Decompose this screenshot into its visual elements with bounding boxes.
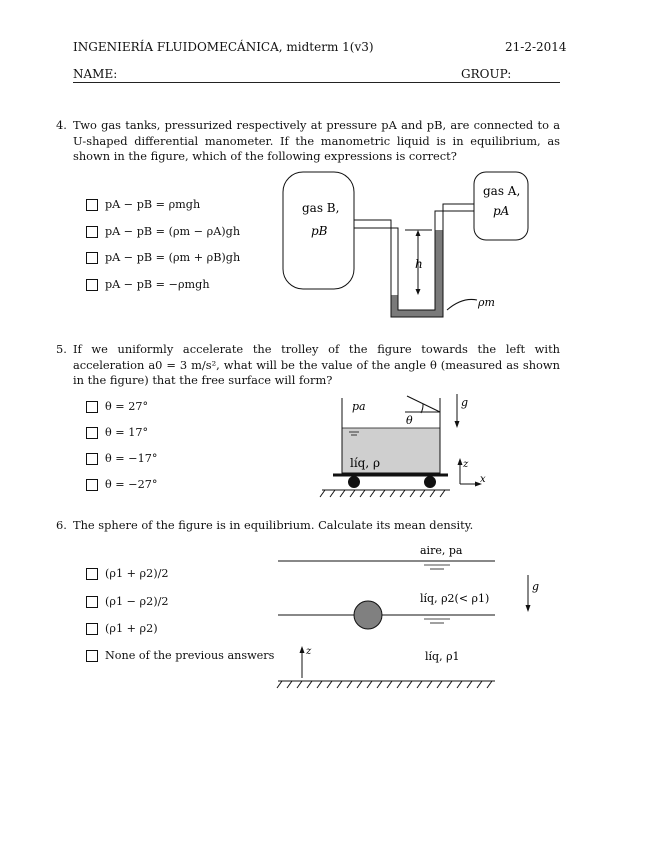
trolley-wheel-right bbox=[424, 476, 436, 488]
air-label: aire, pa bbox=[420, 544, 463, 557]
question-number: 6. bbox=[56, 518, 67, 532]
air-pressure-label: pa bbox=[352, 400, 366, 413]
option-label: (ρ1 − ρ2)/2 bbox=[105, 595, 169, 608]
checkbox[interactable] bbox=[86, 623, 98, 635]
z-label: z bbox=[306, 646, 312, 657]
question-6 bbox=[56, 518, 560, 534]
bottom-hatch bbox=[277, 681, 492, 688]
gravity-arrow-head bbox=[526, 605, 531, 612]
option-label: θ = 17° bbox=[105, 426, 149, 439]
option-label: (ρ1 + ρ2) bbox=[105, 622, 158, 635]
tank-b-label: gas B, bbox=[302, 201, 340, 215]
option-label: None of the previous answers bbox=[105, 649, 275, 662]
arrow-head bbox=[416, 230, 421, 236]
checkbox[interactable] bbox=[86, 650, 98, 662]
checkbox[interactable] bbox=[86, 479, 98, 491]
liquid2-label: líq, ρ2(< ρ1) bbox=[420, 592, 490, 605]
trolley-figure bbox=[320, 394, 482, 497]
z-arrow-head bbox=[458, 458, 463, 465]
option-label: pA − pB = (ρm − ρA)gh bbox=[105, 225, 241, 238]
q5-option-3[interactable] bbox=[86, 452, 157, 465]
q6-option-2[interactable] bbox=[86, 595, 169, 608]
gravity-label: g bbox=[532, 580, 540, 593]
question-text: The sphere of the figure is in equilibrium. Calculate its mean density. bbox=[73, 518, 474, 532]
tube-inner bbox=[398, 295, 435, 310]
h-label: h bbox=[415, 257, 423, 271]
q6-option-3[interactable] bbox=[86, 622, 158, 635]
z-label: z bbox=[463, 459, 469, 470]
rho-m-label: ρm bbox=[478, 296, 495, 309]
manometer-liquid-column bbox=[435, 230, 443, 317]
checkbox[interactable] bbox=[86, 427, 98, 439]
sphere-figure bbox=[277, 561, 531, 688]
sphere bbox=[354, 601, 382, 629]
option-label: θ = −27° bbox=[105, 478, 158, 491]
q5-option-4[interactable] bbox=[86, 478, 157, 491]
ground-hatch bbox=[320, 490, 445, 497]
trolley-wheel-left bbox=[348, 476, 360, 488]
checkbox[interactable] bbox=[86, 596, 98, 608]
option-label: pA − pB = ρmgh bbox=[105, 198, 201, 211]
option-label: (ρ1 + ρ2)/2 bbox=[105, 567, 169, 580]
option-label: θ = 27° bbox=[105, 400, 149, 413]
arrow-head bbox=[416, 289, 421, 295]
exam-title: INGENIERÍA FLUIDOMECÁNICA, midterm 1(v3) bbox=[73, 40, 374, 54]
question-number: 5. bbox=[56, 342, 67, 356]
liquid-label: líq, ρ bbox=[350, 456, 381, 470]
question-number: 4. bbox=[56, 118, 67, 132]
theta-label: θ bbox=[406, 414, 413, 427]
checkbox[interactable] bbox=[86, 453, 98, 465]
tank-a-label: gas A, bbox=[483, 184, 521, 198]
exam-date: 21-2-2014 bbox=[505, 40, 567, 54]
tank-a-pressure: pA bbox=[493, 204, 510, 218]
tank-b-pressure: pB bbox=[311, 224, 328, 238]
checkbox[interactable] bbox=[86, 401, 98, 413]
question-5 bbox=[56, 342, 560, 389]
q5-option-2[interactable] bbox=[86, 426, 148, 439]
q6-option-1[interactable] bbox=[86, 567, 169, 580]
gravity-arrow-head bbox=[455, 421, 460, 428]
name-label: NAME: bbox=[73, 67, 118, 81]
question-text: If we uniformly accelerate the trolley of the figure towards the left with acceleration a0 = 3 m/s², what will be the value of the angle θ (measured as shown in the figure) that the free surface will form? bbox=[73, 342, 560, 388]
question-text: Two gas tanks, pressurized respectively at pressure pA and pB, are connected to a U-shaped differential manometer. If the manometric liquid is in equilibrium, as shown in the figure, which of the following expressions is correct? bbox=[73, 118, 560, 164]
option-label: θ = −17° bbox=[105, 452, 158, 465]
liquid1-label: líq, ρ1 bbox=[425, 650, 460, 663]
group-label: GROUP: bbox=[461, 67, 512, 81]
x-label: x bbox=[480, 474, 486, 485]
option-label: pA − pB = (ρm + ρB)gh bbox=[105, 251, 241, 264]
checkbox[interactable] bbox=[86, 568, 98, 580]
gravity-label: g bbox=[461, 396, 469, 409]
option-label: pA − pB = −ρmgh bbox=[105, 278, 210, 291]
q6-option-4[interactable] bbox=[86, 649, 274, 662]
rho-m-leader bbox=[447, 299, 477, 310]
z-arrow-head bbox=[300, 646, 305, 653]
q5-option-1[interactable] bbox=[86, 400, 148, 413]
